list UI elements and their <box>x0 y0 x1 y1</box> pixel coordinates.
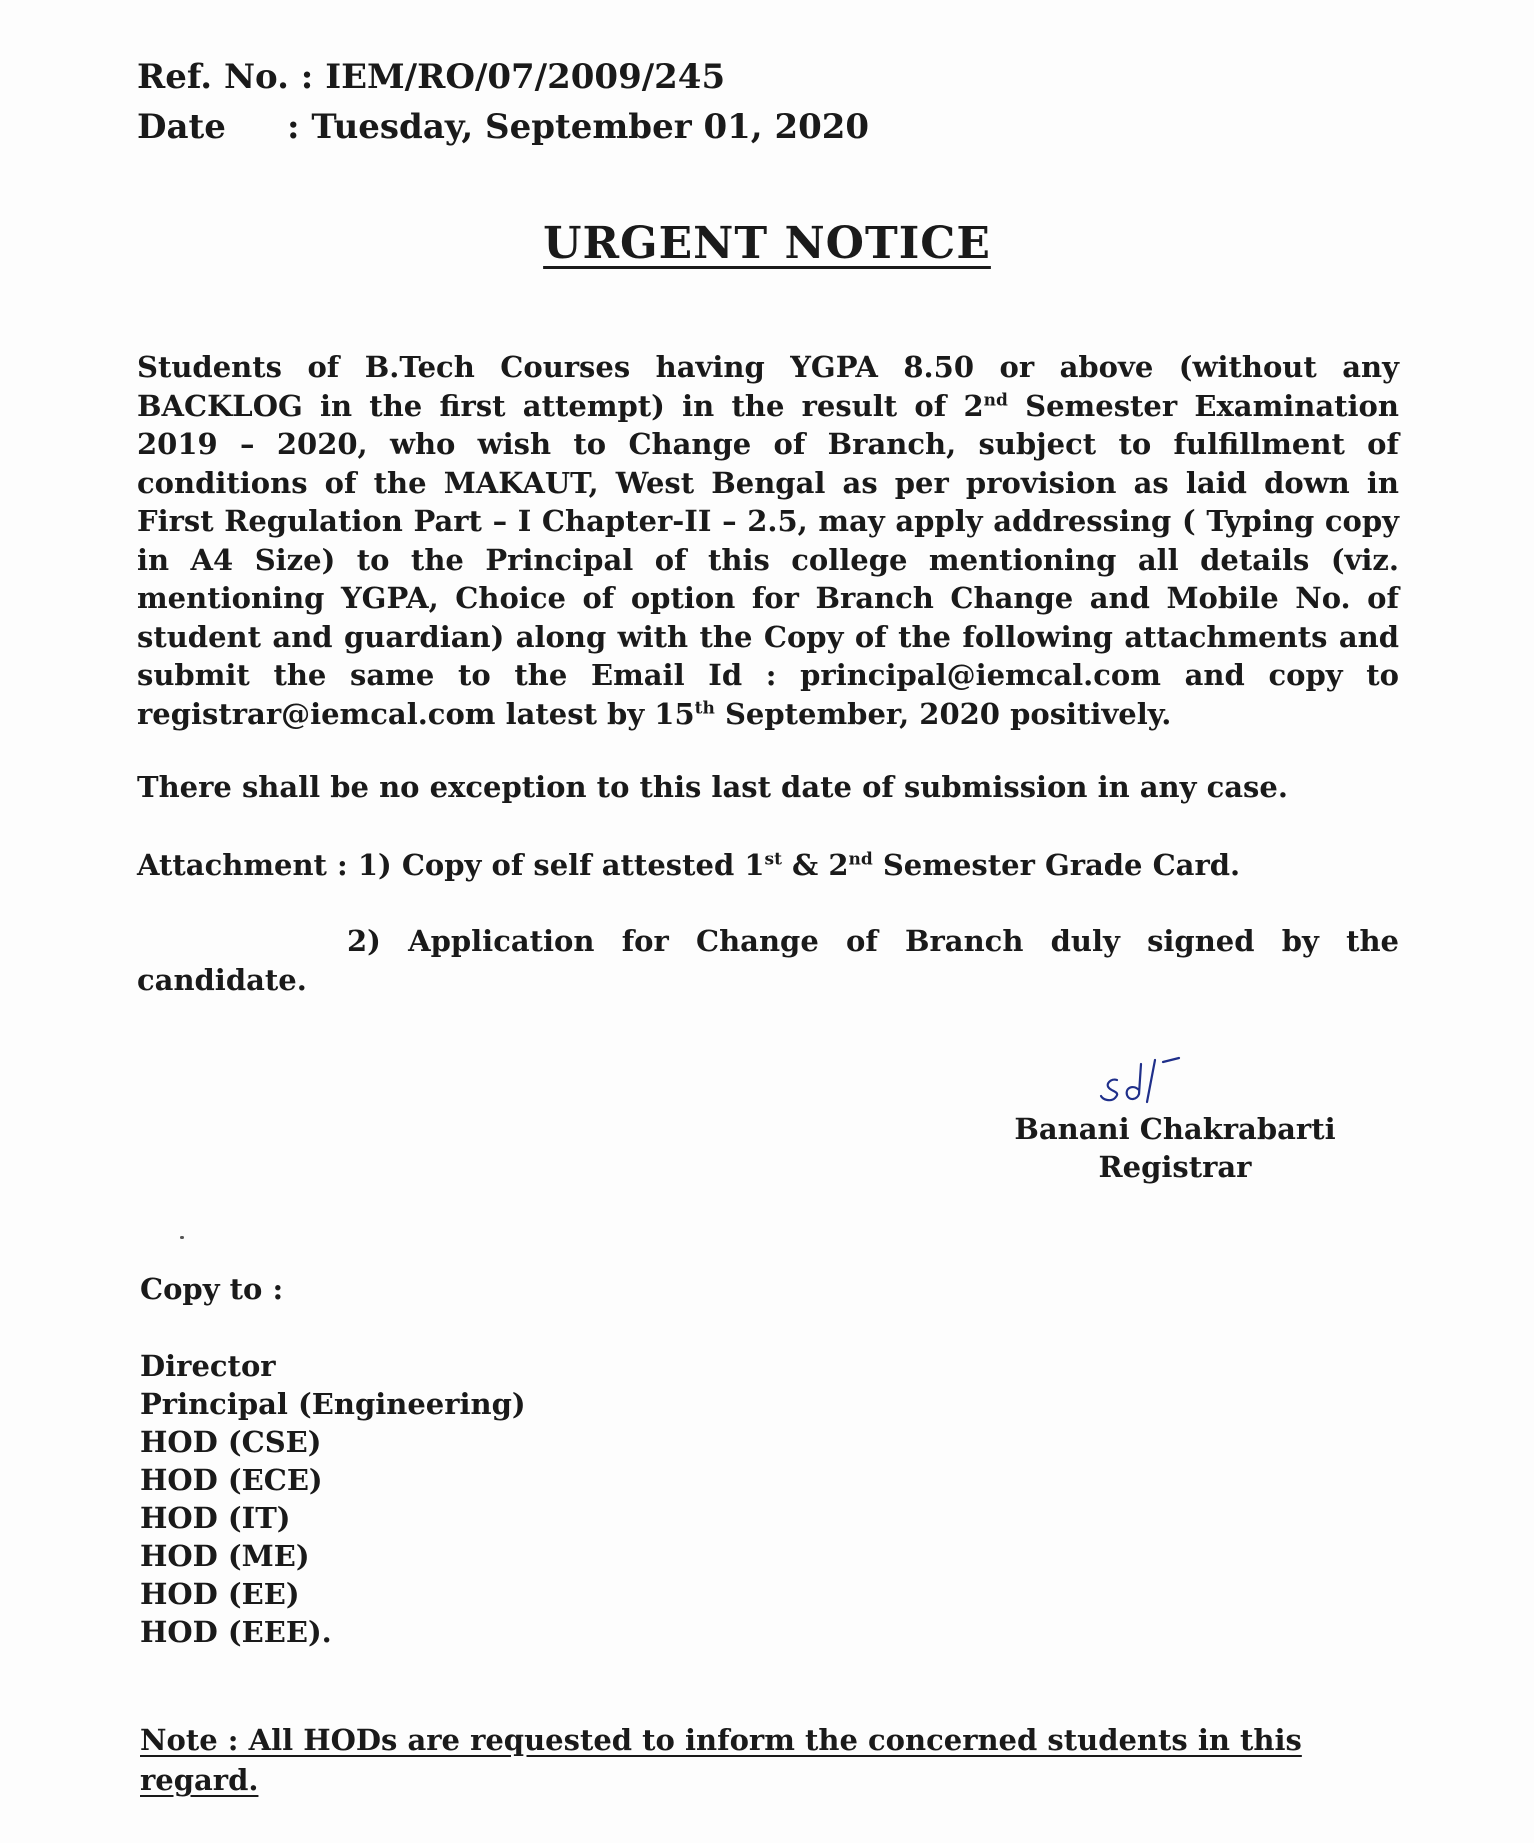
ordinal-superscript: th <box>694 697 715 718</box>
notice-paragraph-deadline: There shall be no exception to this last date of submission in any case. <box>137 770 1288 804</box>
attachment-item-2: 2) Application for Change of Branch duly signed by the candidate. <box>137 924 1399 997</box>
signatory-name: Banani Chakrabarti <box>1014 1112 1336 1146</box>
signatory-designation: Registrar <box>1098 1150 1252 1184</box>
date-value: : Tuesday, September 01, 2020 <box>287 107 870 147</box>
scan-speck <box>180 1236 184 1239</box>
ref-number: IEM/RO/07/2009/245 <box>325 57 726 97</box>
attachment-item-1-text: & 2 <box>781 848 849 882</box>
attachment-item-1-text: 1) Copy of self attested 1 <box>357 848 765 882</box>
signatory-block <box>1005 1110 1345 1186</box>
paragraph-text-part3: September, 2020 positively. <box>714 696 1172 731</box>
recipient-list <box>140 1347 526 1651</box>
copy-to-label: Copy to : <box>140 1272 284 1306</box>
recipient-item: HOD (CSE) <box>140 1425 322 1459</box>
ordinal-superscript: nd <box>983 389 1008 410</box>
attachment-line-1 <box>137 846 1399 885</box>
notice-title-text: URGENT NOTICE <box>543 218 991 269</box>
paragraph-text-part2: Semester Examination 2019 – 2020, who wish to Change of Branch, subject to fulfillment of conditions of the MAKAUT, West Bengal as per provision as laid down in First Regulation Part – I Chapter-II – 2.5, may apply addressing ( Typing copy in A4 Size) to the Principal of this college mentioning all details (viz. mentioning YGPA, Choice of option for Branch Change and Mobile No. of student and guardian) along with the Copy of the following attachments and submit the same to the Email Id : principal@iemcal.com and copy to registrar@iemcal.com latest by 15 <box>137 388 1399 731</box>
recipient-item: HOD (ECE) <box>140 1463 323 1497</box>
ordinal-superscript: nd <box>848 849 873 870</box>
ordinal-superscript: st <box>764 849 782 870</box>
handwritten-signature <box>1095 1050 1205 1110</box>
recipient-item: HOD (EEE). <box>140 1615 332 1649</box>
attachment-label: Attachment : <box>137 848 358 882</box>
ref-label: Ref. No. : <box>137 57 314 97</box>
date-label: Date <box>137 107 226 147</box>
date-row <box>137 102 869 152</box>
recipient-item: HOD (ME) <box>140 1539 310 1573</box>
recipient-item: Director <box>140 1349 276 1383</box>
note-text: Note : All HODs are requested to inform the concerned students in this regard. <box>140 1723 1302 1797</box>
notice-title <box>0 218 1534 269</box>
reference-row <box>137 52 869 102</box>
recipient-item: HOD (IT) <box>140 1501 291 1535</box>
attachment-item-1-text: Semester Grade Card. <box>872 848 1241 882</box>
recipient-item: Principal (Engineering) <box>140 1387 526 1421</box>
notice-header <box>137 52 869 152</box>
paragraph-text-part1: Students of B.Tech Courses having YGPA 8.50 or above (without any BACKLOG in the first attempt) in the result of 2 <box>137 350 1399 423</box>
recipient-item: HOD (EE) <box>140 1577 300 1611</box>
notice-paragraph-main <box>137 348 1399 733</box>
